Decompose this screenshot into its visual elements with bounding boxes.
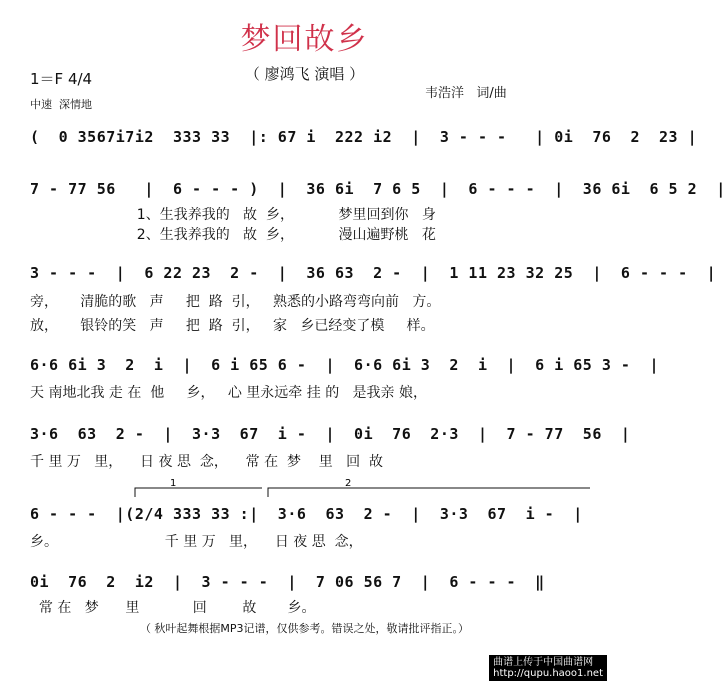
score-line-5-lyrics: 千 里 万 里， 日 夜 思 念， 常 在 梦 里 回 故	[30, 454, 384, 470]
score-line-3-lyrics-2: 放， 银铃的笑 声 把 路 引， 家 乡已经变了模 样。	[30, 318, 435, 334]
score-line-6-lyrics: 乡。 千 里 万 里， 日 夜 思 念，	[30, 534, 363, 550]
transcriber-note: （ 秋叶起舞根据MP3记谱，仅供参考。错误之处，敬请批评指正。）	[139, 622, 470, 635]
key-signature: 1＝F 4/4	[30, 70, 93, 88]
score-line-2-lyrics-2: 2、生我养我的 故 乡， 漫山遍野桃 花	[30, 227, 436, 243]
site-watermark: 曲谱上传于中国曲谱网 http://qupu.haoo1.net	[489, 655, 607, 681]
score-line-1-notes: ( 0 3567i7i2 333 33 |: 67 i 222 i2 | 3 - - - | 0i 76 2 23 |	[30, 128, 698, 146]
tempo-marking: 中速 深情地	[30, 98, 92, 111]
score-line-7-notes: 0i 76 2 i2 | 3 - - - | 7 06 56 7 | 6 - - - ‖	[30, 573, 545, 591]
song-title: 梦回故乡	[240, 22, 369, 57]
singer-credit: （ 廖鸿飞 演唱 ）	[244, 65, 365, 83]
score-line-4-lyrics: 天 南地北我 走 在 他 乡， 心 里永远牵 挂 的 是我亲 娘，	[30, 385, 428, 401]
lyricist-composer: 韦浩洋 词/曲	[425, 86, 507, 101]
score-line-5-notes: 3·6 63 2 - | 3·3 67 i - | 0i 76 2·3 | 7 - 77 56 |	[30, 425, 631, 443]
score-line-6-notes: 6 - - - |(2/4 333 33 :| 3·6 63 2 - | 3·3 67 i - |	[30, 505, 583, 523]
score-line-2-notes: 7 - 77 56 | 6 - - - ) | 36 6i 7 6 5 | 6 - - - | 36 6i 6 5 2 |	[30, 180, 726, 198]
score-line-4-notes: 6·6 6i 3 2 i | 6 i 65 6 - | 6·6 6i 3 2 i | 6 i 65 3 - |	[30, 356, 660, 374]
score-line-7-lyrics: 常 在 梦 里 回 故 乡。	[30, 600, 316, 616]
score-line-3-notes: 3 - - - | 6 22 23 2 - | 36 63 2 - | 1 11 23 32 25 | 6 - - - |	[30, 264, 717, 282]
score-line-2-lyrics-1: 1、生我养我的 故 乡， 梦里回到你 身	[30, 207, 436, 223]
score-line-3-lyrics-1: 旁， 清脆的歌 声 把 路 引， 熟悉的小路弯弯向前 方。	[30, 294, 441, 310]
volta-1-label: 1	[170, 478, 177, 489]
volta-2-label: 2	[345, 478, 352, 489]
